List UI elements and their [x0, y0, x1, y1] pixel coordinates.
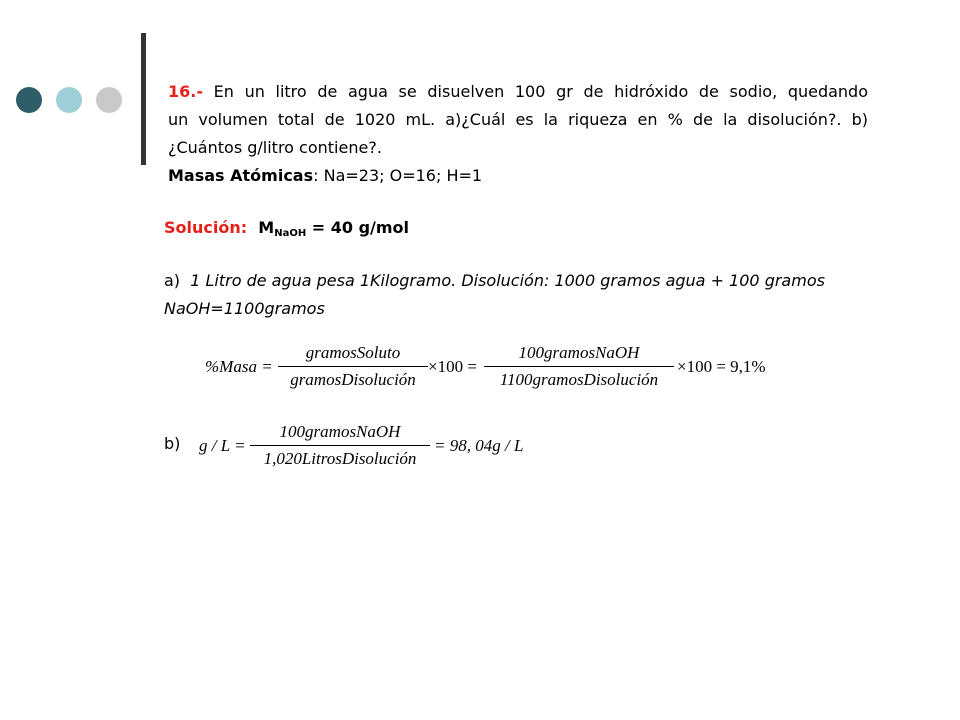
eq-b-fraction	[250, 422, 430, 469]
solution-heading	[164, 218, 409, 239]
problem-line-2: un volumen total de 1020 mL. a)¿Cuál es la riqueza en % de la disolución?. b)	[168, 110, 868, 129]
eq-b-numerator: 100gramosNaOH	[250, 422, 430, 446]
atomic-masses	[168, 162, 868, 190]
eq-a-fraction-2	[484, 343, 674, 390]
part-a-text-1: 1 Litro de agua pesa 1Kilogramo. Disolución: 1000 gramos agua + 100 gramos	[190, 271, 825, 290]
decorative-dot-mid	[56, 87, 82, 113]
decorative-vertical-bar	[141, 33, 146, 165]
part-a-text	[164, 267, 864, 323]
problem-text-1: En un litro de agua se disuelven 100 gr de hidróxido de sodio, quedando	[213, 82, 869, 101]
problem-line-3: ¿Cuántos g/litro contiene?.	[168, 138, 382, 157]
atomic-masses-label: Masas Atómicas	[168, 166, 314, 185]
problem-number: 16.-	[168, 82, 203, 101]
molar-mass-value: = 40 g/mol	[306, 218, 410, 237]
eq-a-frac1-numerator: gramosSoluto	[278, 343, 428, 367]
part-b-label: b)	[164, 434, 181, 453]
molar-mass-symbol: M	[258, 218, 275, 237]
eq-a-frac1-denominator: gramosDisolución	[290, 370, 416, 389]
eq-a-times-1: ×100 =	[428, 357, 477, 376]
eq-b-denominator: 1,020LitrosDisolución	[263, 449, 417, 468]
eq-b-lhs: g / L =	[199, 436, 246, 455]
eq-b-result: = 98, 04g / L	[434, 436, 524, 455]
part-a-line-1	[164, 267, 864, 295]
atomic-masses-values: : Na=23; O=16; H=1	[313, 166, 483, 185]
decorative-dot-light	[96, 87, 122, 113]
part-a-text-2: NaOH=1100gramos	[164, 299, 325, 318]
solution-label: Solución:	[164, 218, 248, 237]
part-a-line-2	[164, 295, 864, 323]
problem-line-1	[168, 78, 868, 106]
molar-mass-subscript: NaOH	[274, 228, 307, 239]
decorative-dot-dark	[16, 87, 42, 113]
eq-a-lhs: %Masa =	[205, 357, 273, 376]
eq-a-frac2-denominator: 1100gramosDisolución	[499, 370, 659, 389]
part-a-label: a)	[164, 271, 181, 290]
eq-a-fraction-1	[278, 343, 428, 390]
eq-a-frac2-numerator: 100gramosNaOH	[484, 343, 674, 367]
problem-statement	[168, 78, 868, 190]
eq-a-result: ×100 = 9,1%	[677, 357, 766, 376]
